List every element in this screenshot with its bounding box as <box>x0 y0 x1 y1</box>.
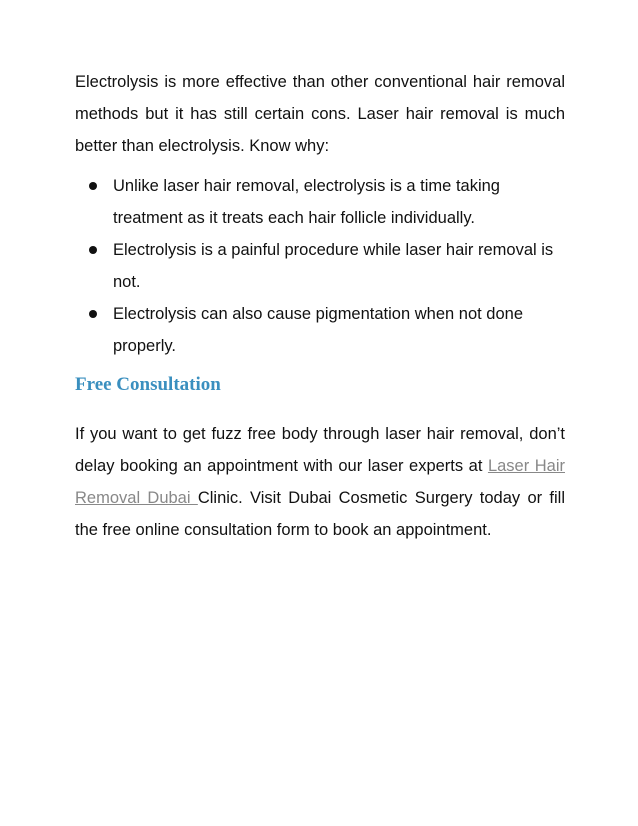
list-item <box>113 298 565 362</box>
list-item-text: Unlike laser hair removal, electrolysis is a time taking treatment as it treats each hair follicle individually. <box>113 177 500 227</box>
paragraph-text-before-link: If you want to get fuzz free body through laser hair removal, don’t delay booking an appointment with our laser experts at <box>75 425 565 475</box>
laser-hair-removal-dubai-link[interactable]: Laser Hair Removal Dubai <box>75 457 565 507</box>
intro-paragraph: Electrolysis is more effective than other conventional hair removal methods but it has still certain cons. Laser hair removal is much better than electrolysis. Know why: <box>75 73 565 155</box>
bullet-icon <box>89 310 97 318</box>
cons-list <box>75 170 565 362</box>
document-page <box>75 66 565 546</box>
bullet-icon <box>89 182 97 190</box>
list-item-text: Electrolysis is a painful procedure while laser hair removal is not. <box>113 241 554 291</box>
bullet-icon <box>89 246 97 254</box>
paragraph-text-after-link: Clinic. Visit Dubai Cosmetic Surgery today or fill the free online consultation form to book an appointment. <box>75 489 565 539</box>
list-item <box>113 170 565 234</box>
consultation-paragraph <box>75 418 565 546</box>
section-heading: Free Consultation <box>75 374 221 395</box>
list-item <box>113 234 565 298</box>
list-item-text: Electrolysis can also cause pigmentation when not done properly. <box>113 305 523 355</box>
